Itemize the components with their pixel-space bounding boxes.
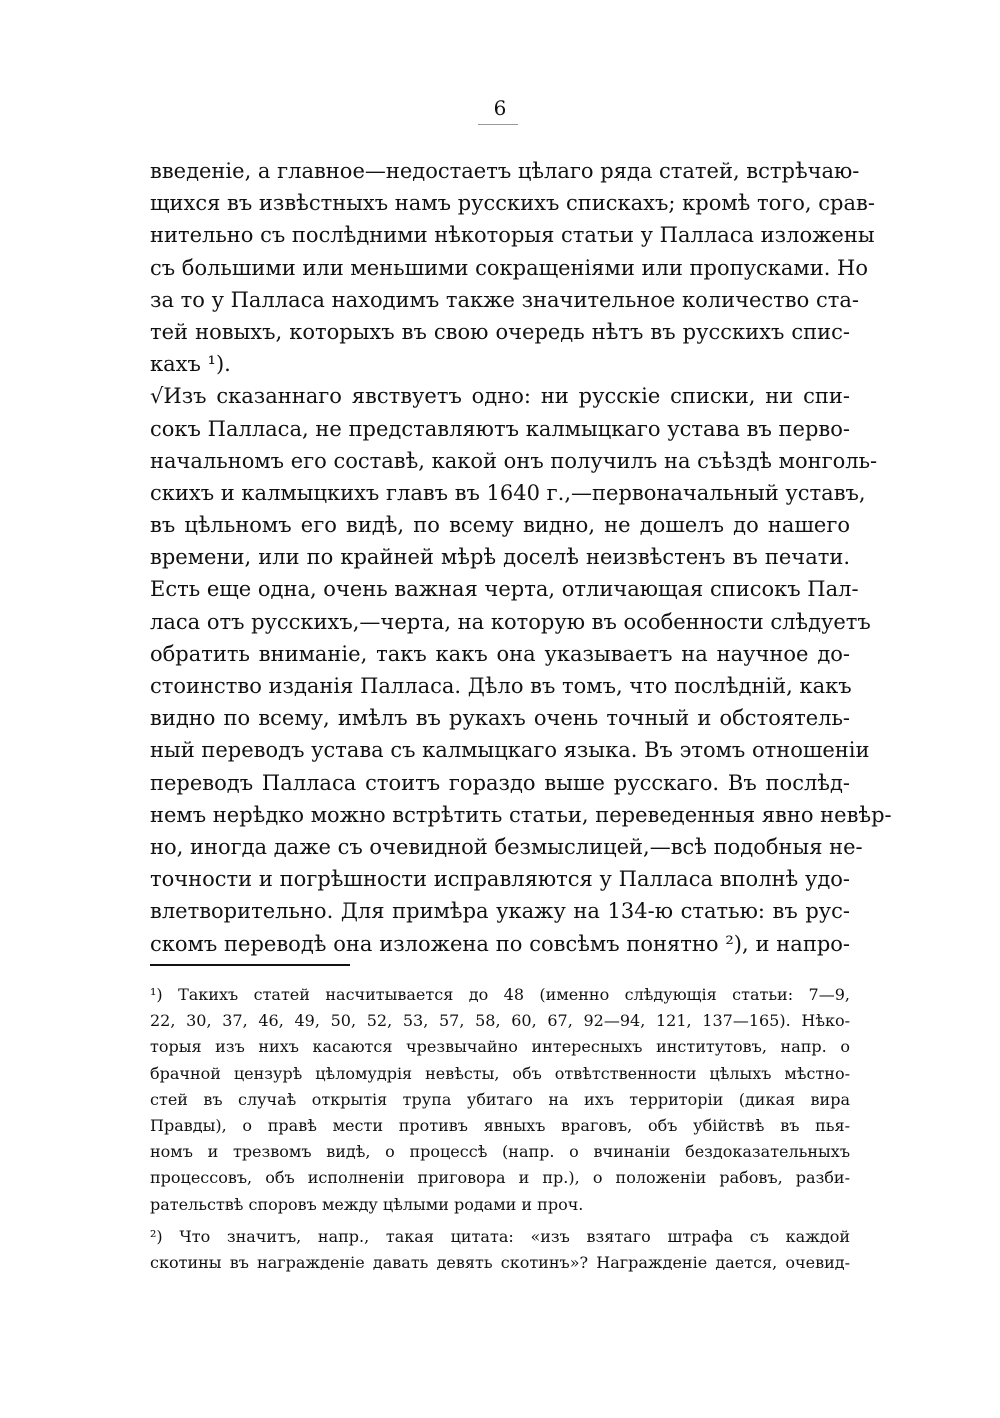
- text-line: точности и погрѣшности исправляются у Палласа вполнѣ удо-: [150, 867, 850, 892]
- footnote-line: ²) Что значитъ, напр., такая цитата: «изъ взятаго штрафа съ каждой: [150, 1226, 850, 1246]
- main-text-block: [150, 155, 892, 960]
- text-line: нительно съ послѣдними нѣкоторыя статьи у Палласа изложены: [150, 223, 875, 248]
- text-line: влетворительно. Для примѣра укажу на 134-ю статью: въ рус-: [150, 899, 850, 924]
- footnote-line: скотины въ награжденіе давать девять скотинъ»? Награжденіе дается, очевид-: [150, 1252, 850, 1272]
- footnote-line: рательствѣ споровъ между цѣлыми родами и проч.: [150, 1194, 584, 1214]
- footnote-line: торыя изъ нихъ касаются чрезвычайно интересныхъ институтовъ, напр. о: [150, 1037, 850, 1057]
- text-line: стоинство изданія Палласа. Дѣло въ томъ, что послѣдній, какъ: [150, 674, 852, 698]
- footnotes-block: [150, 982, 850, 1276]
- footnote-2: [150, 1224, 850, 1276]
- text-line: съ большими или меньшими сокращеніями или пропусками. Но: [150, 255, 869, 280]
- text-line: √Изъ сказаннаго явствуетъ одно: ни русскіе списки, ни спи-: [150, 384, 850, 409]
- footnote-line: Правды), о правѣ мести противъ явныхъ враговъ, объ убійствѣ въ пья-: [150, 1115, 850, 1135]
- footnote-line: стей въ случаѣ открытія трупа убитаго на ихъ территоріи (дикая вира: [150, 1089, 850, 1109]
- text-line: ласа отъ русскихъ,—черта, на которую въ особенности слѣдуетъ: [150, 609, 871, 634]
- text-line: за то у Палласа находимъ также значительное количество ста-: [150, 287, 859, 312]
- text-line: щихся въ извѣстныхъ намъ русскихъ спискахъ; кромѣ того, срав-: [150, 191, 875, 216]
- footnote-divider: [150, 964, 350, 966]
- text-line: обратить вниманіе, такъ какъ она указываетъ на научное до-: [150, 641, 850, 666]
- footnote-1: [150, 982, 850, 1218]
- text-line: видно по всему, имѣлъ въ рукахъ очень точный и обстоятель-: [150, 706, 850, 731]
- text-line: скомъ переводѣ она изложена по совсѣмъ понятно ²), и напро-: [150, 931, 850, 956]
- text-line: переводъ Палласа стоитъ гораздо выше русскаго. Въ послѣд-: [150, 770, 850, 795]
- text-line: времени, или по крайней мѣрѣ доселѣ неизвѣстенъ въ печати.: [150, 545, 850, 570]
- text-line: въ цѣльномъ его видѣ, по всему видно, не дошелъ до нашего: [150, 513, 850, 538]
- text-line: немъ нерѣдко можно встрѣтить статьи, переведенныя явно невѣр-: [150, 802, 892, 827]
- text-line: но, иногда даже съ очевидной безмыслицей,—всѣ подобныя не-: [150, 834, 863, 859]
- footnote-line: 22, 30, 37, 46, 49, 50, 52, 53, 57, 58, 60, 67, 92—94, 121, 137—165). Нѣко-: [150, 1011, 850, 1031]
- footnote-line: процессовъ, объ исполненіи приговора и пр.), о положеніи рабовъ, разби-: [150, 1168, 850, 1188]
- text-line: скихъ и калмыцкихъ главъ въ 1640 г.,—первоначальный уставъ,: [150, 480, 866, 505]
- text-line: кахъ ¹).: [150, 352, 231, 377]
- footnote-line: брачной цензурѣ цѣломудрія невѣсты, объ отвѣтственности цѣлыхъ мѣстно-: [150, 1063, 850, 1083]
- footnote-line: ¹) Такихъ статей насчитывается до 48 (именно слѣдующія статьи: 7—9,: [150, 985, 850, 1004]
- footnote-line: номъ и трезвомъ видѣ, о процессѣ (напр. о вчинаніи бездоказательныхъ: [150, 1142, 850, 1162]
- text-line: ный переводъ устава съ калмыцкаго языка. Въ этомъ отношеніи: [150, 738, 870, 763]
- text-line: тей новыхъ, которыхъ въ свою очередь нѣтъ въ русскихъ спис-: [150, 319, 850, 344]
- text-line: сокъ Палласа, не представляютъ калмыцкаго устава въ перво-: [150, 416, 850, 441]
- text-line: Есть еще одна, очень важная черта, отличающая списокъ Пал-: [150, 577, 859, 602]
- text-line: начальномъ его составѣ, какой онъ получилъ на съѣздѣ монголь-: [150, 448, 878, 473]
- page-number: 6: [493, 96, 507, 120]
- page-number-underline: [478, 124, 518, 125]
- text-line: введеніе, а главное—недостаетъ цѣлаго ряда статей, встрѣчаю-: [150, 159, 860, 183]
